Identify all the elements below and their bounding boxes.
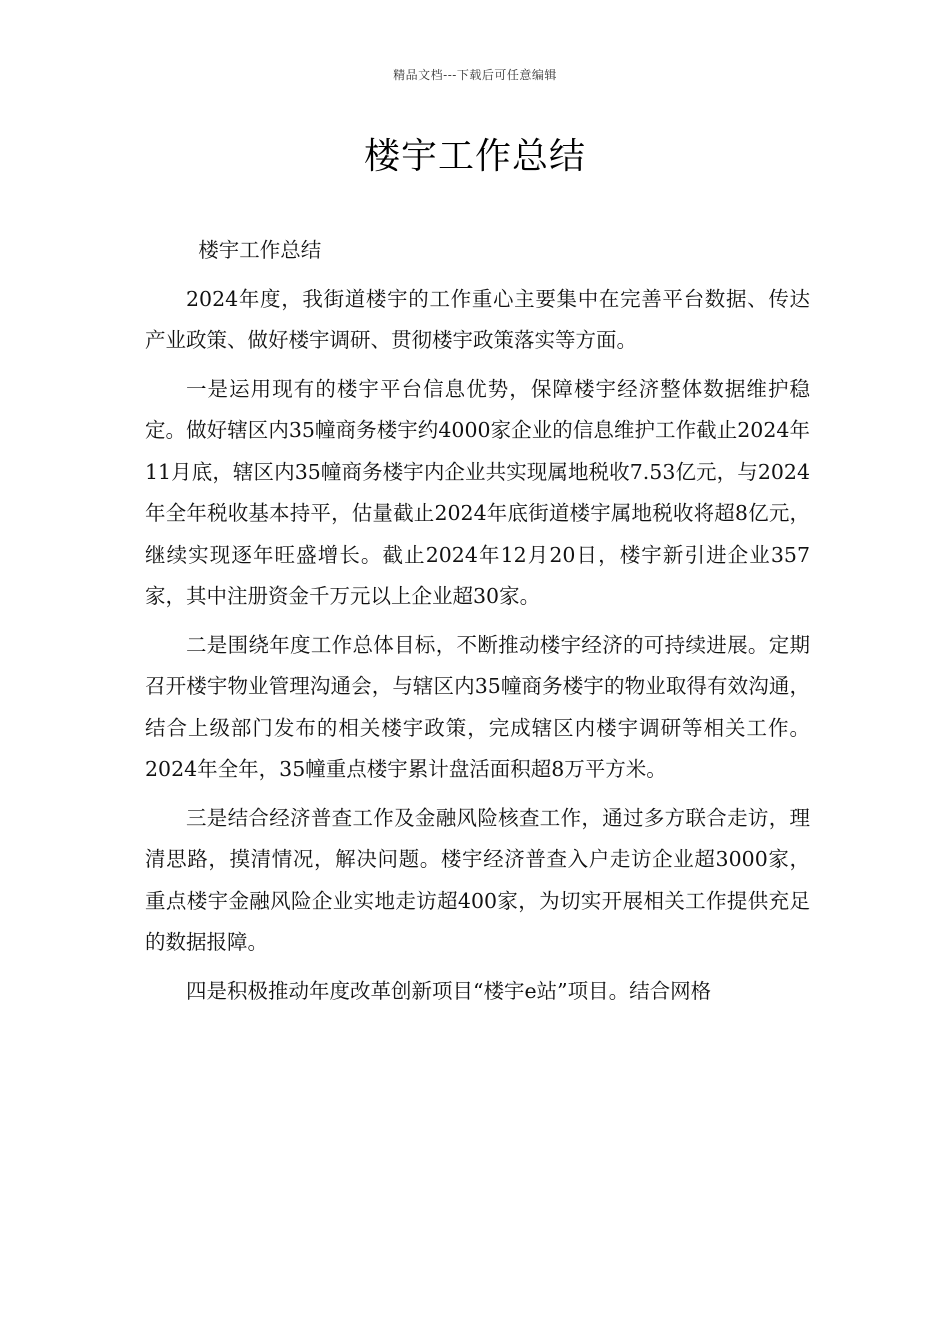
- body-subtitle: 楼宇工作总结: [198, 238, 322, 262]
- paragraph-two: 二是围绕年度工作总体目标，不断推动楼宇经济的可持续进展。定期召开楼宇物业管理沟通会，与辖区内35幢商务楼宇的物业取得有效沟通，结合上级部门发布的相关楼宇政策，完成辖区内楼宇调研等相关工作。2024年全年，35幢重点楼宇累计盘活面积超8万平方米。: [145, 632, 810, 781]
- paragraph-four: 四是积极推动年度改革创新项目“楼宇e站”项目。结合网格: [186, 978, 712, 1003]
- paragraph-three: 三是结合经济普查工作及金融风险核查工作，通过多方联合走访，理清思路，摸清情况，解决问题。楼宇经济普查入户走访企业超3000家，重点楼宇金融风险企业实地走访超400家，为切实开展相关工作提供充足的数据报障。: [145, 805, 810, 954]
- document-body: [145, 230, 810, 1012]
- document-title: 楼宇工作总结: [363, 136, 586, 177]
- paragraph-one: 一是运用现有的楼宇平台信息优势，保障楼宇经济整体数据维护稳定。做好辖区内35幢商务楼宇约4000家企业的信息维护工作截止2024年11月底，辖区内35幢商务楼宇内企业共实现属地税收7.53亿元，与2024年全年税收基本持平，估量截止2024年底街道楼宇属地税收将超8亿元，继续实现逐年旺盛增长。截止2024年12月20日，楼宇新引进企业357家，其中注册资金千万元以上企业超30家。: [145, 376, 810, 608]
- header-note: 精品文档---下载后可任意编辑: [393, 68, 557, 82]
- paragraph-intro: 2024年度，我街道楼宇的工作重心主要集中在完善平台数据、传达产业政策、做好楼宇调研、贯彻楼宇政策落实等方面。: [145, 286, 810, 352]
